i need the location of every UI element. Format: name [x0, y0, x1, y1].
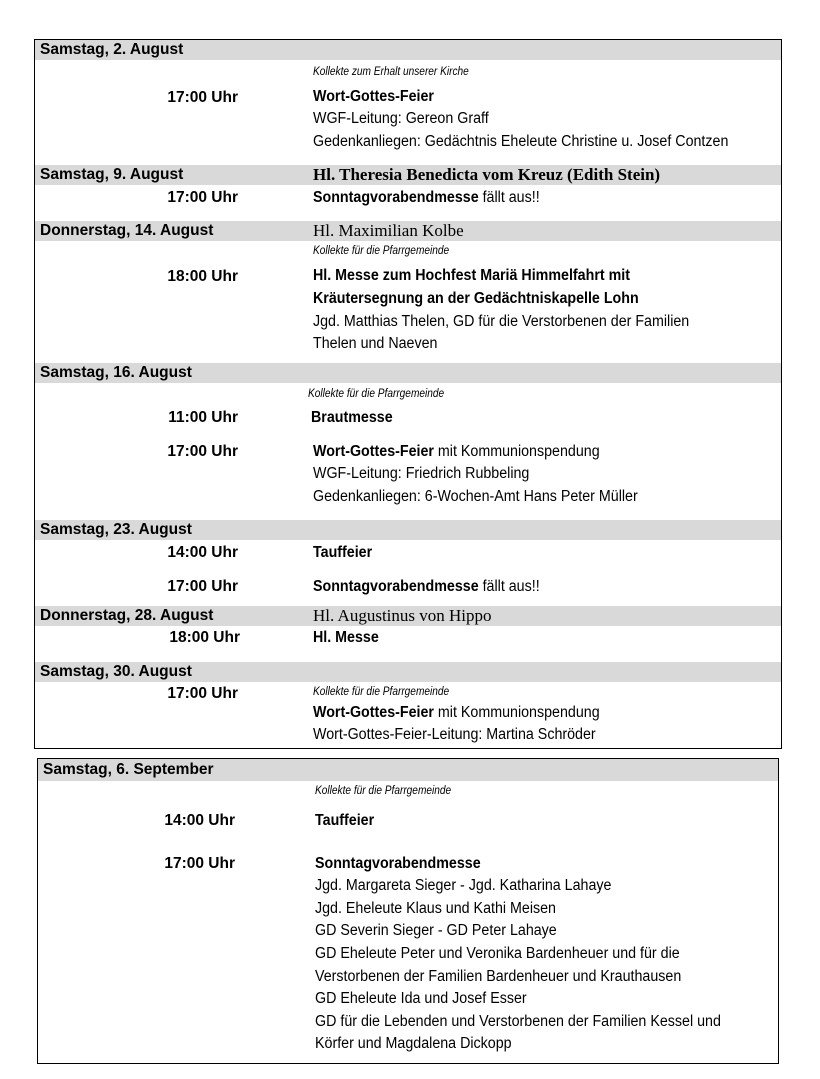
service-title: Wort-Gottes-Feier mit Kommunionspendung: [313, 443, 600, 460]
intention-line: Jgd. Margareta Sieger - Jgd. Katharina Lahaye: [315, 877, 612, 894]
intention-line: Verstorbenen der Familien Bardenheuer und Krauthausen: [315, 968, 682, 985]
intention-line: Körfer und Magdalena Dickopp: [315, 1035, 512, 1052]
service-time: 17:00 Uhr: [167, 89, 238, 106]
saint-of-day: Hl. Maximilian Kolbe: [313, 221, 464, 240]
day-label: Samstag, 9. August: [40, 166, 184, 183]
service-time: 17:00 Uhr: [167, 189, 238, 206]
collection-note: Kollekte für die Pfarrgemeinde: [315, 785, 452, 797]
service-title: Hl. Messe: [313, 629, 379, 646]
day-label: Samstag, 16. August: [40, 364, 192, 381]
collection-note: Kollekte für die Pfarrgemeinde: [308, 388, 445, 400]
day-label: Donnerstag, 28. August: [40, 607, 214, 624]
service-time: 18:00 Uhr: [169, 629, 240, 646]
day-label: Samstag, 6. September: [43, 761, 214, 778]
service-title: Tauffeier: [313, 544, 373, 561]
collection-note: Kollekte für die Pfarrgemeinde: [313, 686, 450, 698]
service-time: 17:00 Uhr: [167, 578, 238, 595]
service-detail: Gedenkanliegen: 6-Wochen-Amt Hans Peter Müller: [313, 488, 638, 505]
service-time: 11:00 Uhr: [168, 409, 238, 426]
collection-note: Kollekte zum Erhalt unserer Kirche: [313, 66, 469, 78]
service-title: Wort-Gottes-Feier: [313, 88, 434, 105]
service-time: 17:00 Uhr: [167, 685, 238, 702]
service-title: Sonntagvorabendmesse: [315, 855, 481, 872]
service-time: 14:00 Uhr: [164, 812, 235, 829]
service-title: Wort-Gottes-Feier mit Kommunionspendung: [313, 704, 600, 721]
day-label: Samstag, 23. August: [40, 521, 192, 538]
service-title: Hl. Messe zum Hochfest Mariä Himmelfahrt mit: [313, 267, 630, 284]
day-label: Samstag, 2. August: [40, 41, 184, 58]
intention-line: GD Eheleute Peter und Veronika Bardenheuer und für die: [315, 945, 680, 962]
service-detail: WGF-Leitung: Friedrich Rubbeling: [313, 465, 530, 482]
service-title: Kräutersegnung an der Gedächtniskapelle Lohn: [313, 290, 639, 307]
intention-line: GD Eheleute Ida und Josef Esser: [315, 990, 527, 1007]
service-detail: Wort-Gottes-Feier-Leitung: Martina Schröder: [313, 726, 596, 743]
service-time: 18:00 Uhr: [167, 268, 238, 285]
service-detail: Thelen und Naeven: [313, 335, 438, 352]
day-label: Samstag, 30. August: [40, 663, 192, 680]
saint-of-day: Hl. Augustinus von Hippo: [313, 606, 492, 625]
day-label: Donnerstag, 14. August: [40, 222, 214, 239]
intention-line: Jgd. Eheleute Klaus und Kathi Meisen: [315, 900, 556, 917]
service-title: Brautmesse: [311, 409, 393, 426]
service-title: Tauffeier: [315, 812, 375, 829]
saint-of-day: Hl. Theresia Benedicta vom Kreuz (Edith Stein): [313, 165, 661, 184]
service-time: 17:00 Uhr: [164, 855, 235, 872]
service-detail: WGF-Leitung: Gereon Graff: [313, 110, 489, 127]
service-time: 17:00 Uhr: [167, 443, 238, 460]
service-title: Sonntagvorabendmesse fällt aus!!: [313, 578, 540, 595]
service-title: Sonntagvorabendmesse fällt aus!!: [313, 189, 540, 206]
service-time: 14:00 Uhr: [167, 544, 238, 561]
service-detail: Jgd. Matthias Thelen, GD für die Verstorbenen der Familien: [313, 313, 690, 330]
intention-line: GD Severin Sieger - GD Peter Lahaye: [315, 922, 557, 939]
service-detail: Gedenkanliegen: Gedächtnis Eheleute Christine u. Josef Contzen: [313, 133, 729, 150]
intention-line: GD für die Lebenden und Verstorbenen der Familien Kessel und: [315, 1013, 721, 1030]
collection-note: Kollekte für die Pfarrgemeinde: [313, 245, 450, 257]
